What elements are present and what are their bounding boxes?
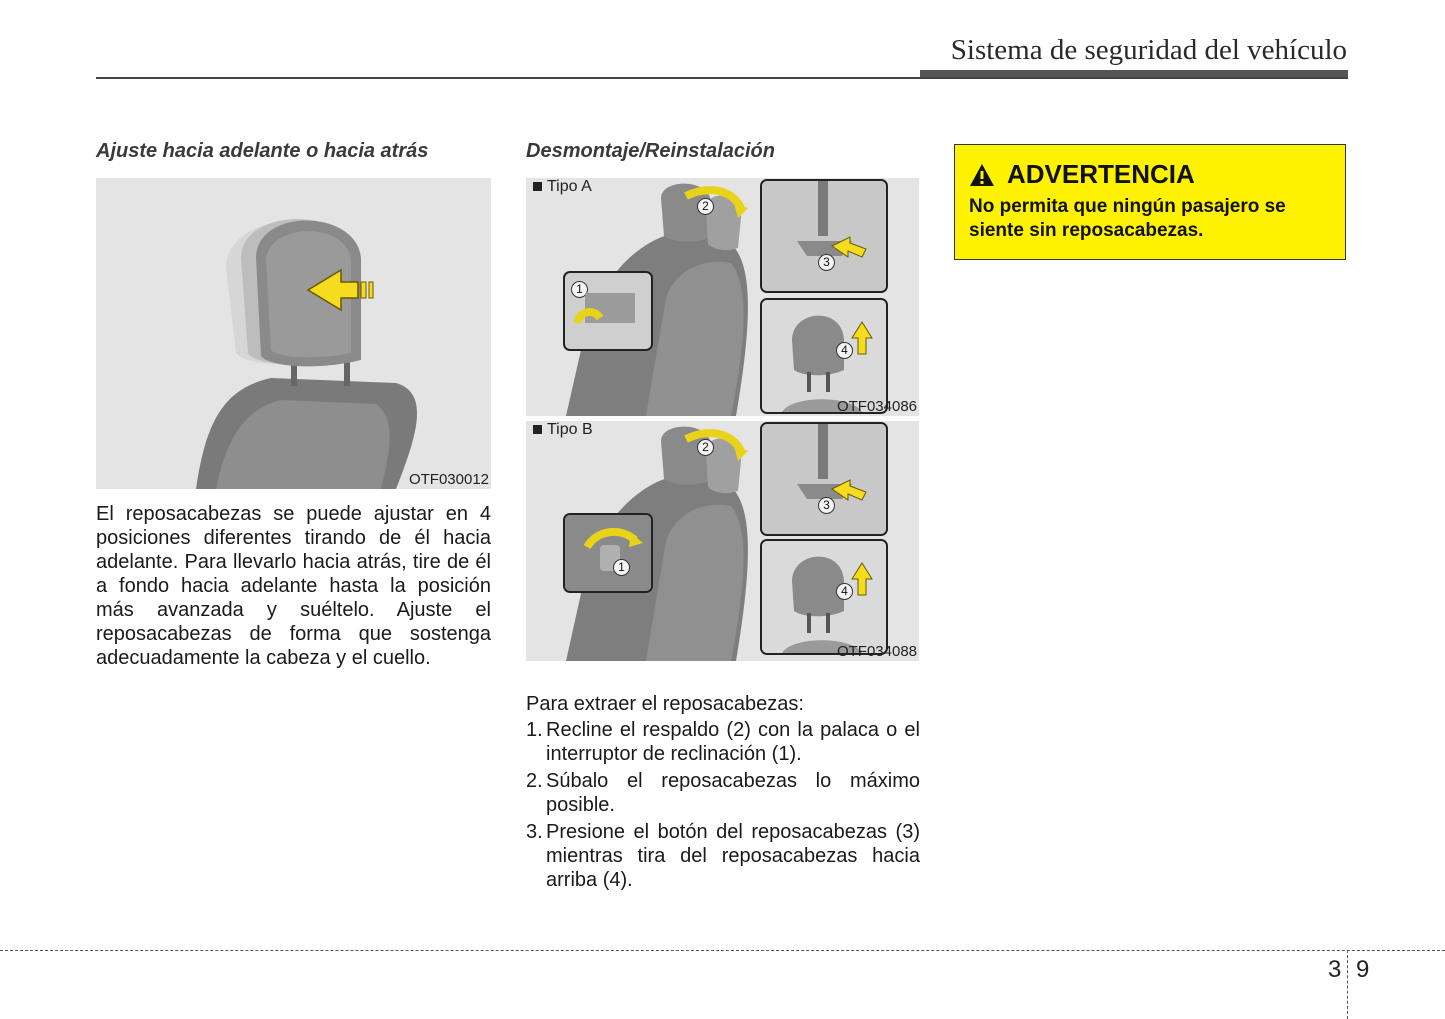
step-text: Súbalo el reposacabezas lo máximo posible.	[546, 770, 920, 816]
inset-button-a	[760, 179, 888, 293]
headrest-adjust-illustration	[96, 178, 491, 489]
removal-intro: Para extraer el reposacabezas:	[526, 693, 804, 715]
list-item	[526, 769, 920, 817]
warning-title: ADVERTENCIA	[969, 159, 1195, 190]
callout-1: 1	[613, 559, 630, 576]
figure-type-label: Tipo A	[533, 178, 592, 196]
inset-button-b	[760, 422, 888, 536]
adjust-paragraph: El reposacabezas se puede ajustar en 4 posiciones diferentes tirando de él hacia adelante. Para llevarlo hacia atrás, tire de él a fondo hacia adelante hasta la posición más avanzada y suéltelo. Ajuste el reposacabezas de forma que sostenga adecuadamente la cabeza y el cuello.	[96, 503, 491, 669]
list-item	[526, 820, 920, 892]
warning-text: No permita que ningún pasajero se siente sin reposacabezas.	[969, 196, 1286, 241]
page-number: 9	[1356, 956, 1370, 983]
footer-rule	[0, 950, 1445, 951]
inset-switch-b	[563, 513, 653, 593]
callout-2: 2	[697, 198, 714, 215]
list-item	[526, 718, 920, 766]
chapter-number: 3	[1328, 956, 1342, 983]
step-text: Recline el respaldo (2) con la palaca o el interruptor de reclinación (1).	[546, 719, 920, 765]
callout-2: 2	[697, 439, 714, 456]
removal-steps	[526, 718, 920, 895]
header-rule	[96, 77, 1348, 79]
callout-1: 1	[571, 281, 588, 298]
inset-lift-a	[760, 298, 888, 414]
callout-3: 3	[818, 254, 835, 271]
warning-box	[954, 144, 1346, 260]
figure-headrest-adjust	[96, 178, 491, 489]
inset-lever-a	[563, 271, 653, 351]
callout-4: 4	[836, 583, 853, 600]
section-heading-adjust: Ajuste hacia adelante o hacia atrás	[96, 140, 429, 162]
figure-type-label: Tipo B	[533, 421, 593, 439]
figure-tipo-a	[526, 178, 919, 416]
figure-code: OTF034088	[836, 643, 917, 660]
figure-tipo-b	[526, 421, 919, 661]
step-number: 2.	[526, 770, 543, 792]
figure-code: OTF034086	[836, 398, 917, 415]
page-separator	[1347, 950, 1348, 1019]
step-number: 3.	[526, 821, 543, 843]
callout-3: 3	[818, 497, 835, 514]
section-heading-removal: Desmontaje/Reinstalación	[526, 140, 775, 162]
callout-4: 4	[836, 342, 853, 359]
step-text: Presione el botón del reposacabezas (3) mientras tira del reposacabezas hacia arriba (4).	[546, 821, 920, 891]
step-number: 1.	[526, 719, 543, 741]
inset-lift-b	[760, 539, 888, 655]
figure-code: OTF030012	[408, 471, 489, 488]
warning-triangle-icon	[969, 163, 995, 187]
chapter-title: Sistema de seguridad del vehículo	[950, 34, 1347, 66]
